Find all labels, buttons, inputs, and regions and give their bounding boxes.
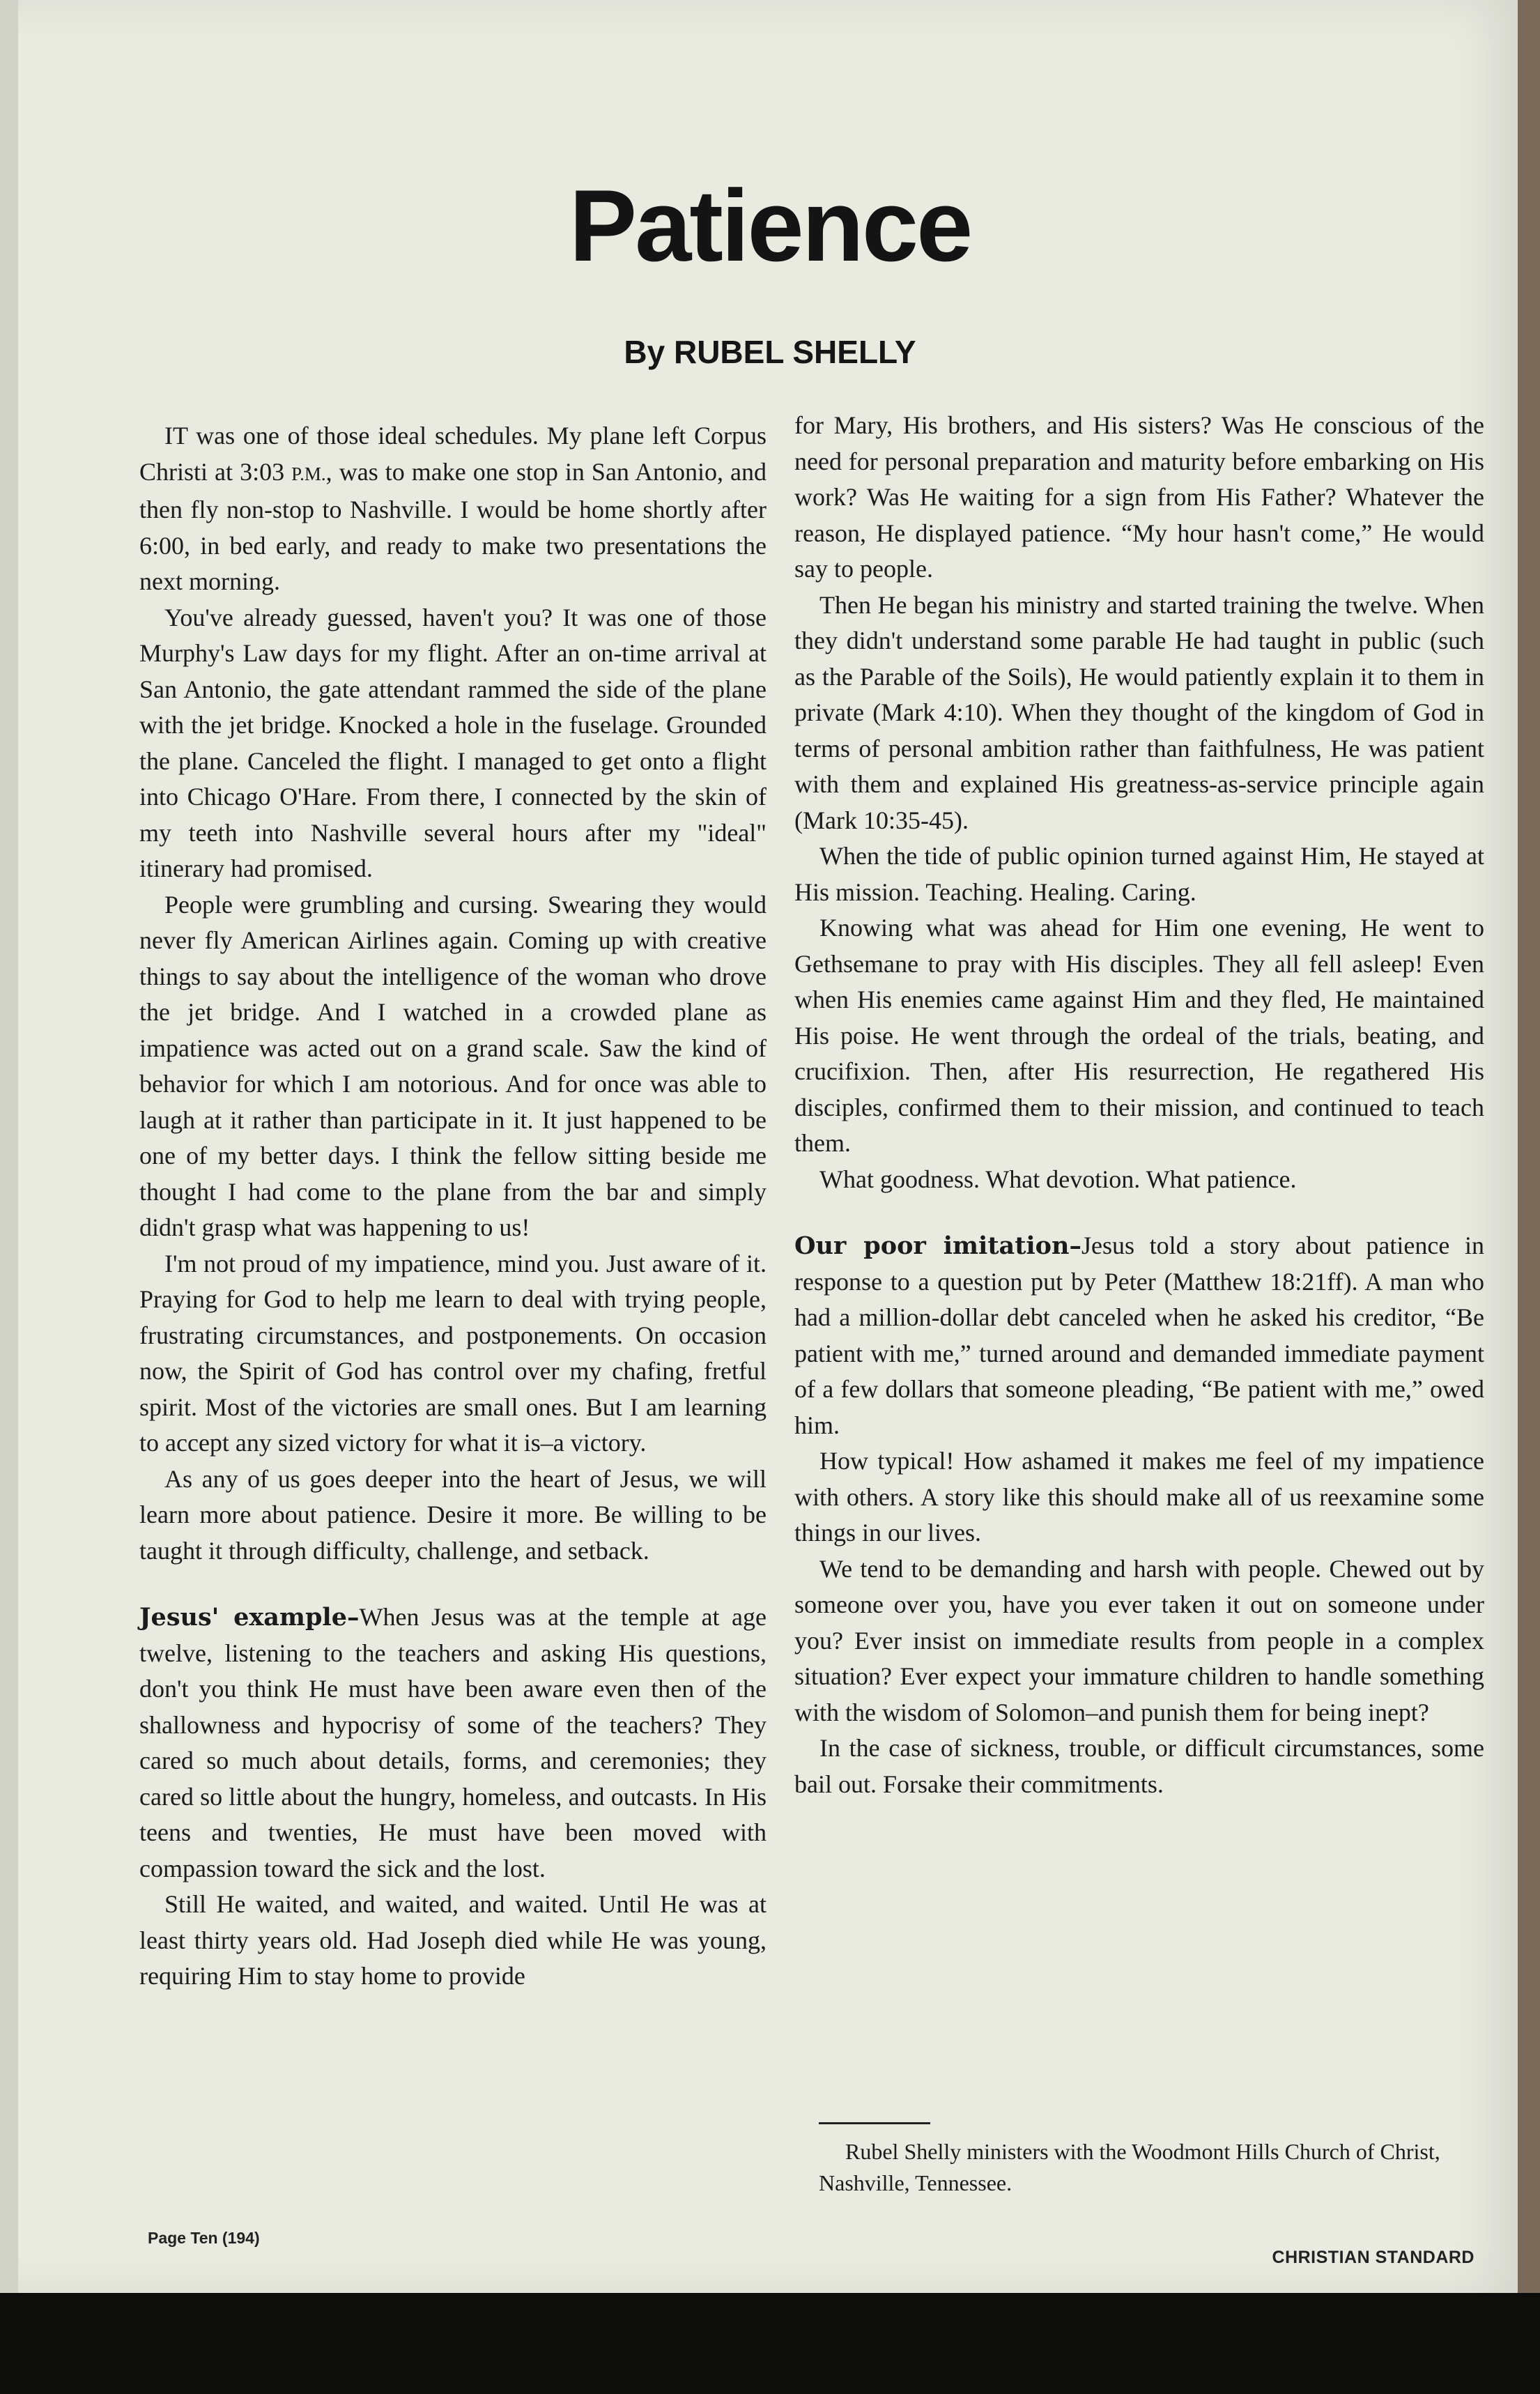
paragraph: I'm not proud of my impatience, mind you. Just aware of it. Praying for God to help me learn to deal with trying people, frustrating circumstances, and postponements. On occasion now, the Spirit of God has control over my chafing, fretful spirit. Most of the victories are small ones. But I am learning to accept any sized victory for what it is–a victory. [139, 1249, 767, 1457]
paragraph: Still He waited, and waited, and waited. Until He was at least thirty years old. Had Joseph died while He was young, requiring Him to stay home to provide [139, 1890, 767, 1990]
paragraph: People were grumbling and cursing. Swearing they would never fly American Airlines again. Coming up with creative things to say about the intelligence of the woman who drove the jet bridge. And I watched in a crowded plane as impatience was acted out on a grand scale. Saw the kind of behavior for which I am notorious. And for once was able to laugh at it rather than participate in it. It just happened to be one of my better days. I think the fellow sitting beside me thought I had come to the plane from the bar and simply didn't grasp what was happening to us! [139, 890, 767, 1241]
section-paragraph [794, 1228, 1484, 1443]
magazine-name: CHRISTIAN STANDARD [1272, 2248, 1474, 2267]
paragraph: We tend to be demanding and harsh with people. Chewed out by someone over you, have you ever taken it out on someone under you? Ever insist on immediate results from people in a complex situation? Ever expect your immature children to handle something with the wisdom of Solomon–and punish them for being inept? [794, 1554, 1484, 1726]
paragraph [139, 418, 767, 600]
paragraph: Then He began his ministry and started training the twelve. When they didn't understand some parable He had taught in public (such as the Parable of the Soils), He would patiently explain it to them in private (Mark 4:10). When they thought of the kingdom of God in terms of personal ambition rather than faithfulness, He was patient with them and explained His greatness-as-service principle again (Mark 10:35-45). [794, 590, 1484, 834]
article-byline: By RUBEL SHELLY [624, 334, 916, 370]
paragraph: for Mary, His brothers, and His sisters? Was He conscious of the need for personal preparation and maturity before embarking on His work? Was He waiting for a sign from His Father? Whatever the reason, He displayed patience. “My hour hasn't come,” He would say to people. [794, 411, 1484, 583]
paragraph-lead: IT was one of those ideal schedules. My plane left Corpus Christi at 3:03 [139, 422, 767, 486]
paragraph: Knowing what was ahead for Him one evening, He went to Gethsemane to pray with His disciples. They all fell asleep! Even when His enemies came against Him and they fled, He maintained His poise. He went through the ordeal of the trials, beating, and crucifixion. Then, after His resurrection, He regathered His disciples, confirmed them to their mission, and continued to teach them. [794, 914, 1484, 1157]
left-column [139, 418, 767, 1995]
footnote-rule [819, 2122, 930, 2124]
author-bio: Rubel Shelly ministers with the Woodmont Hills Church of Christ, Nashville, Tennessee. [819, 2139, 1440, 2195]
paragraph-rest: , was to make one stop in San Antonio, and then fly non-stop to Nashville. I would be home shortly after 6:00, in bed early, and ready to make two presentations the next morning. [139, 457, 767, 595]
paragraph: As any of us goes deeper into the heart of Jesus, we will learn more about patience. Desire it more. Be willing to be taught it through difficulty, challenge, and setback. [139, 1464, 767, 1565]
section-body: Jesus told a story about patience in response to a question put by Peter (Matthew 18:21ff). A man who had a million-dollar debt canceled when he asked his creditor, “Be patient with me,” turned around and demanded immediate payment of a few dollars that someone pleading, “Be patient with me,” owed him. [794, 1231, 1485, 1439]
paragraph: In the case of sickness, trouble, or difficult circumstances, some bail out. Forsake their commitments. [794, 1734, 1484, 1798]
section-heading: Our poor imitation– [794, 1231, 1081, 1260]
section-heading: Jesus' example– [139, 1603, 360, 1632]
paragraph: What goodness. What devotion. What patience. [819, 1165, 1297, 1193]
right-column [794, 408, 1484, 1802]
paragraph: How typical! How ashamed it makes me feel of my impatience with others. A story like this should make all of us reexamine some things in our lives. [794, 1447, 1484, 1547]
article-title: Patience [569, 169, 971, 282]
paragraph: When the tide of public opinion turned against Him, He stayed at His mission. Teaching. Healing. Caring. [794, 842, 1484, 906]
time-suffix: P.M. [291, 463, 326, 484]
section-body: When Jesus was at the temple at age twelve, listening to the teachers and asking His questions, don't you think He must have been aware even then of the shallowness and hypocrisy of some of the teachers? They cared so much about details, forms, and ceremonies; they cared so little about the hungry, homeless, and outcasts. In His teens and twenties, He must have been moved with compassion toward the sick and the lost. [139, 1603, 767, 1882]
section-paragraph [139, 1599, 767, 1887]
paragraph: You've already guessed, haven't you? It was one of those Murphy's Law days for my flight. After an on-time arrival at San Antonio, the gate attendant rammed the side of the plane with the jet bridge. Knocked a hole in the fuselage. Grounded the plane. Canceled the flight. I managed to get onto a flight into Chicago O'Hare. From there, I connected by the skin of my teeth into Nashville several hours after my "ideal" itinerary had promised. [139, 603, 767, 882]
page-number: Page Ten (194) [148, 2229, 260, 2247]
binding-edge [1518, 0, 1540, 2293]
